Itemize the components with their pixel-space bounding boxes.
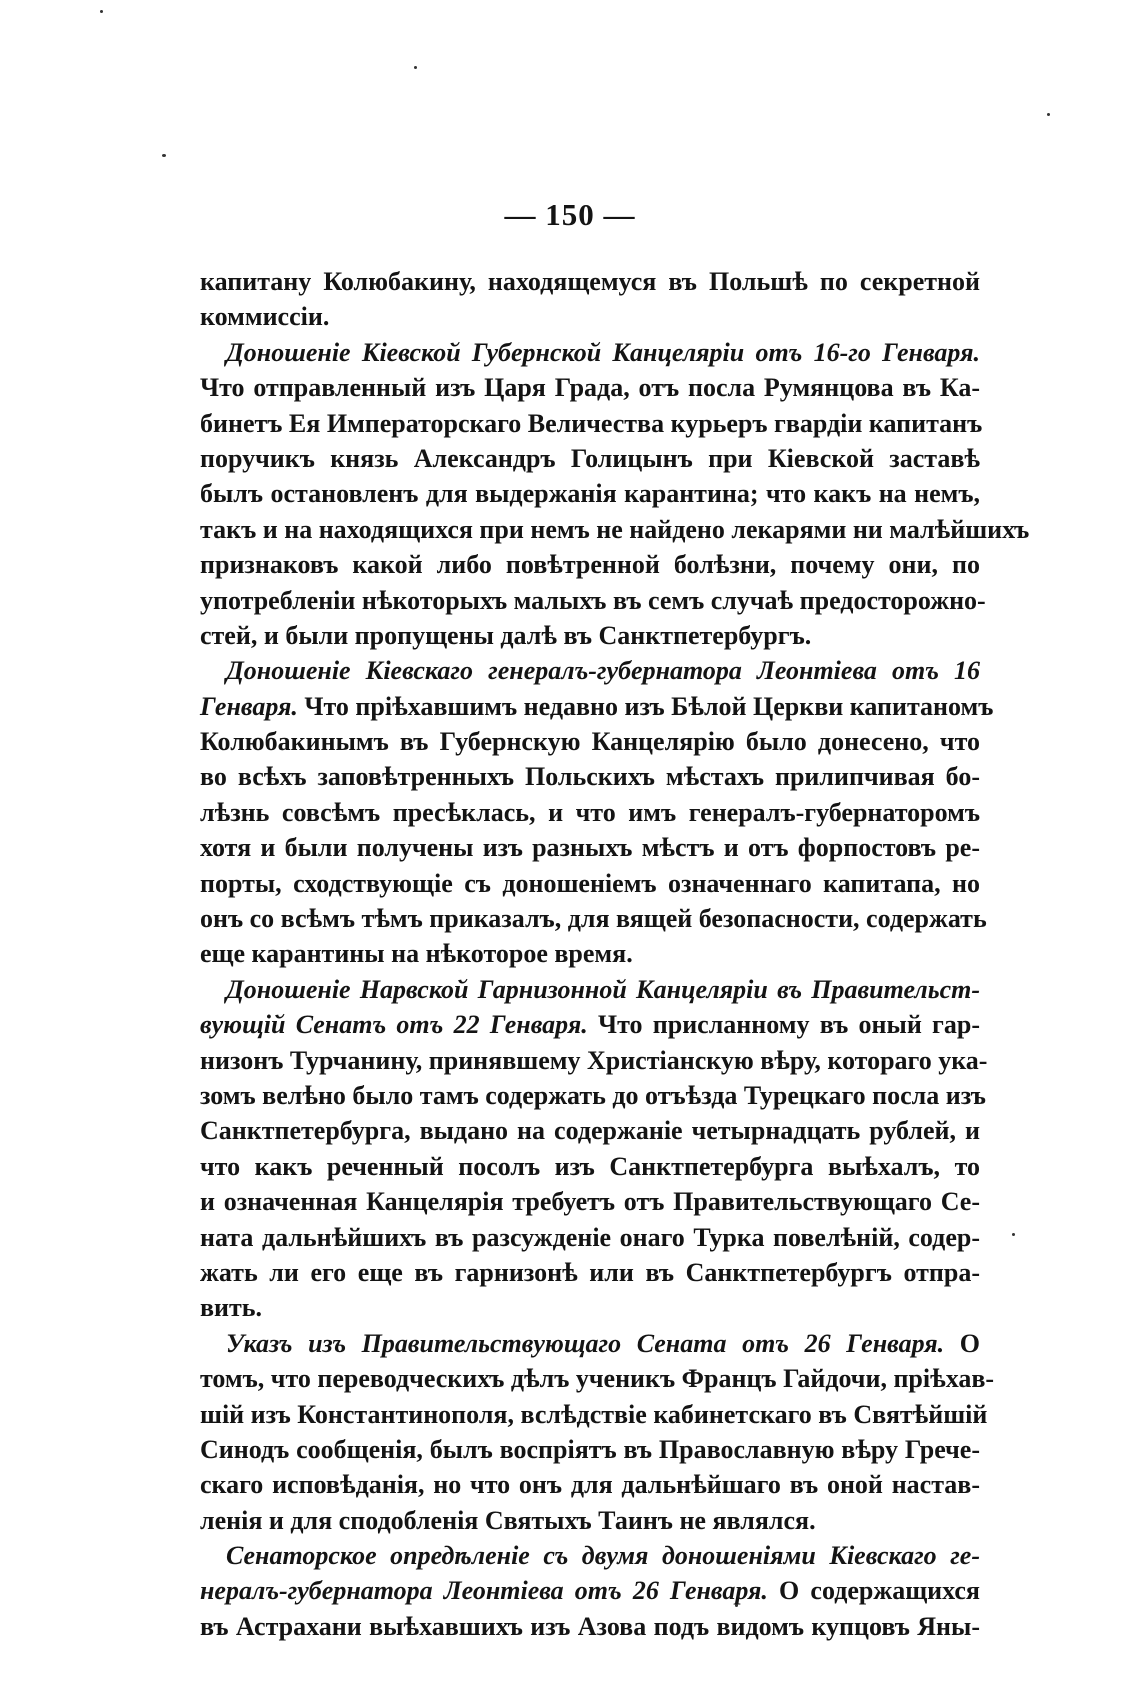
body-text-run: ленія и для сподобленія Святыхъ Таинъ не являлся.: [200, 1505, 816, 1535]
body-text-run: капитану Колюбакину, находящемуся въ Польшѣ по секретной: [200, 267, 980, 296]
paragraph: [200, 1538, 980, 1644]
body-text-run: лѣзнь совсѣмъ пресѣклась, и что имъ генералъ-губернаторомъ: [200, 797, 980, 827]
italic-heading-text: вующій Сенатъ отъ 22 Генваря.: [200, 1010, 588, 1040]
text-line: [200, 441, 980, 476]
text-line: [200, 830, 980, 865]
text-line: [200, 724, 980, 759]
text-line: [200, 901, 987, 936]
text-line: [200, 476, 980, 511]
page-number: — 150 —: [504, 197, 636, 232]
body-text-run: О содержащихся: [767, 1576, 980, 1606]
paragraph: [200, 264, 980, 335]
text-line: [200, 335, 980, 370]
text-line: [200, 1007, 980, 1042]
body-text-run: Колюбакинымъ въ Губернскую Канцелярію было донесено, что: [200, 727, 980, 757]
body-text-run: поручикъ князь Александръ Голицынъ при Кіевской заставѣ: [200, 443, 980, 473]
scan-speck: [1047, 113, 1050, 116]
text-line: [200, 1326, 980, 1361]
text-line: [200, 1255, 980, 1290]
italic-heading-text: Генваря.: [200, 691, 298, 721]
body-text-run: стей, и были пропущены далѣ въ Санктпетербургъ.: [200, 620, 812, 650]
text-line: [200, 759, 980, 794]
text-line: [200, 1573, 980, 1608]
text-line: [200, 547, 980, 582]
body-text-run: жать ли его еще въ гарнизонѣ или въ Санктпетербургъ отпра-: [200, 1257, 980, 1287]
body-text-run: и означенная Канцелярія требуетъ отъ Правительствующаго Се-: [200, 1187, 980, 1217]
text-line: [200, 1467, 980, 1502]
body-text-run: хотя и были получены изъ разныхъ мѣстъ и отъ форпостовъ ре-: [200, 833, 980, 863]
scan-speck: [414, 66, 417, 69]
text-line: [200, 936, 980, 971]
text-line: [200, 1538, 980, 1573]
body-text-run: во всѣхъ заповѣтренныхъ Польскихъ мѣстахъ прилипчивая бо-: [200, 762, 980, 792]
body-text-run: признаковъ какой либо повѣтренной болѣзни, почему они, по: [200, 550, 980, 580]
paragraph: [200, 335, 1030, 654]
text-line: [200, 1078, 986, 1113]
body-text-run: зомъ велѣно было тамъ содержать до отъѣзда Турецкаго посла изъ: [200, 1080, 986, 1110]
italic-heading-text: нералъ-губернатора Леонтіева отъ 26 Генваря.: [200, 1576, 768, 1606]
body-text-run: Санктпетербурга, выдано на содержаніе четырнадцать рублей, и: [200, 1116, 980, 1146]
scan-speck: [100, 10, 103, 13]
body-text-run: О: [944, 1328, 981, 1358]
body-text-run: Что пріѣхавшимъ недавно изъ Бѣлой Церкви капитаномъ: [297, 691, 994, 721]
text-line: [200, 1184, 980, 1219]
text-line: [200, 1432, 980, 1467]
italic-heading-text: Доношеніе Кіевской Губернской Канцеляріи отъ 16-го Генваря.: [226, 337, 980, 367]
scan-speck: [162, 154, 166, 157]
text-line: [200, 795, 980, 830]
body-text-run: такъ и на находящихся при немъ не найдено лекарями ни малѣйшихъ: [200, 514, 1030, 544]
text-line: [200, 1113, 980, 1148]
text-line: [200, 1290, 980, 1325]
text-line: [200, 866, 980, 901]
body-text-run: Что отправленный изъ Царя Града, отъ посла Румянцова въ Ка-: [200, 373, 980, 403]
body-text-run: скаго исповѣданія, но что онъ для дальнѣйшаго въ оной настав-: [200, 1470, 980, 1500]
text-line: [200, 653, 980, 688]
text-line: [200, 299, 980, 334]
body-text-run: бинетъ Ея Императорскаго Величества курьеръ гвардіи капитанъ: [200, 408, 983, 438]
italic-heading-text: Доношеніе Нарвской Гарнизонной Канцеляріи въ Правительст-: [226, 974, 980, 1004]
text-line: [200, 618, 980, 653]
text-line: [200, 1609, 980, 1644]
body-text-run: употребленіи нѣкоторыхъ малыхъ въ семъ случаѣ предосторожно-: [200, 585, 986, 615]
body-text-run: Что присланному въ оный гар-: [587, 1010, 980, 1040]
body-text-run: онъ со всѣмъ тѣмъ приказалъ, для вящей безопасности, содержать: [200, 904, 987, 934]
body-text-run: томъ, что переводческихъ дѣлъ ученикъ Францъ Гайдочи, пріѣхав-: [200, 1364, 995, 1394]
text-line: [200, 583, 986, 618]
body-text: [200, 264, 1030, 1644]
text-line: [200, 1397, 988, 1432]
italic-heading-text: Указъ изъ Правительствующаго Сената отъ 26 Генваря.: [226, 1328, 945, 1358]
body-text-run: что какъ реченный посолъ изъ Санктпетербурга выѣхалъ, то: [200, 1151, 980, 1181]
body-text-run: еще карантины на нѣкоторое время.: [200, 939, 633, 969]
paragraph: [200, 1326, 995, 1538]
text-line: [200, 1503, 980, 1538]
scan-speck: [1012, 1233, 1015, 1236]
body-text-run: въ Астрахани выѣхавшихъ изъ Азова подъ видомъ купцовъ Яны-: [200, 1611, 980, 1641]
text-line: [200, 512, 1030, 547]
paragraph: [200, 972, 988, 1326]
body-text-run: ната дальнѣйшихъ въ разсужденіе онаго Турка повелѣній, содер-: [200, 1222, 980, 1252]
body-text-run: низонъ Турчанину, принявшему Христіанскую вѣру, котораго ука-: [200, 1045, 988, 1075]
text-line: [200, 370, 980, 405]
text-line: [200, 972, 980, 1007]
text-line: [200, 1043, 988, 1078]
text-line: [200, 1149, 980, 1184]
text-line: [200, 406, 983, 441]
paragraph: [200, 653, 994, 972]
body-text-run: коммиссіи.: [200, 302, 330, 332]
body-text-run: шій изъ Константинополя, вслѣдствіе кабинетскаго въ Святѣйшій: [200, 1399, 988, 1429]
text-line: [200, 1361, 995, 1396]
text-line: [200, 1220, 980, 1255]
body-text-run: Синодъ сообщенія, былъ воспріятъ въ Православную вѣру Грече-: [200, 1434, 980, 1464]
italic-heading-text: Доношеніе Кіевскаго генералъ-губернатора Леонтіева отъ 16: [226, 656, 980, 686]
italic-heading-text: Сенаторское опредѣленіе съ двумя доношеніями Кіевскаго ге-: [226, 1541, 980, 1571]
text-line: [200, 689, 994, 724]
body-text-run: былъ остановленъ для выдержанія карантина; что какъ на немъ,: [200, 479, 980, 509]
text-line: [200, 264, 980, 299]
body-text-run: порты, сходствующіе съ доношеніемъ означеннаго капитапа, но: [200, 868, 980, 898]
body-text-run: вить.: [200, 1293, 263, 1323]
